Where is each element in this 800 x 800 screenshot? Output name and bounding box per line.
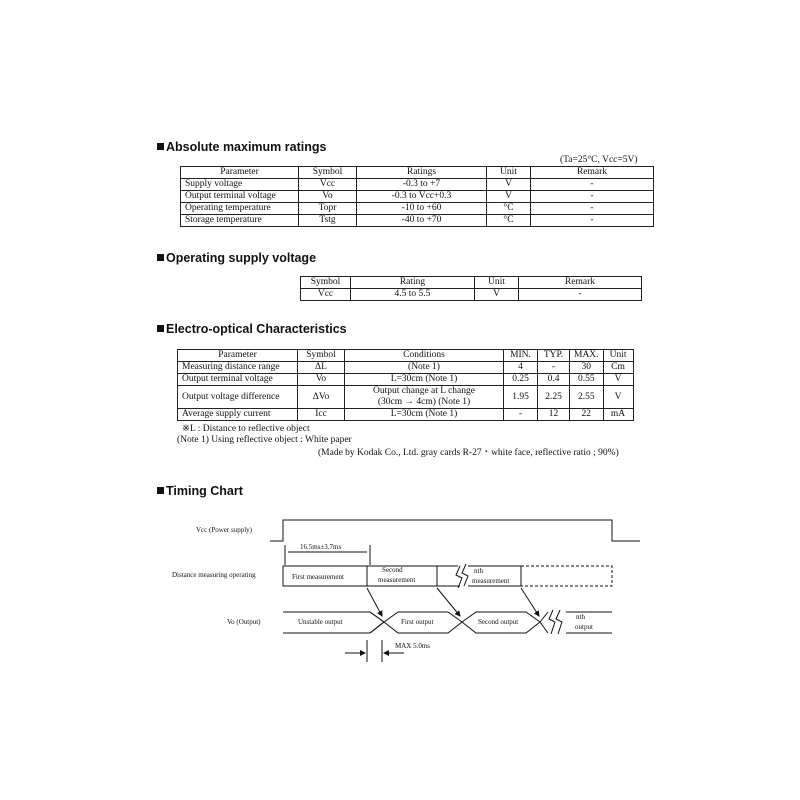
- table-cell: °C: [487, 215, 531, 227]
- nth-measurement-label-2: measurement: [472, 577, 510, 585]
- header-cell: MIN.: [504, 350, 538, 362]
- dim-top-label: 16.5ms±3.7ms: [300, 543, 342, 551]
- table-cell: V: [487, 179, 531, 191]
- table-cell: °C: [487, 203, 531, 215]
- table-cell: Average supply current: [178, 409, 298, 421]
- unstable-output-label: Unstable output: [298, 618, 343, 626]
- header-cell: Ratings: [357, 167, 487, 179]
- table-cell: -40 to +70: [357, 215, 487, 227]
- break-mark-1: [456, 564, 468, 588]
- table-cell: mA: [603, 409, 633, 421]
- header-cell: Remark: [531, 167, 654, 179]
- table-cell: ΔL: [298, 362, 345, 374]
- table-cell: 0.55: [570, 374, 604, 386]
- table-cell: Topr: [299, 203, 357, 215]
- vcc-waveform: [270, 520, 640, 541]
- second-measurement-label-1: Second: [382, 566, 403, 574]
- table-cell: Output terminal voltage: [181, 191, 299, 203]
- table-cell: Vcc: [301, 289, 351, 301]
- header-cell: Parameter: [178, 350, 298, 362]
- table-cell: (Note 1): [345, 362, 504, 374]
- second-measurement-label-2: measurement: [378, 576, 416, 584]
- table-cell: 4.5 to 5.5: [351, 289, 475, 301]
- table-cell: V: [603, 386, 633, 409]
- first-measurement-label: First measurement: [292, 573, 344, 581]
- nth-output-label-1: nth: [576, 613, 585, 621]
- header-cell: Symbol: [299, 167, 357, 179]
- condition-line: (30cm → 4cm) (Note 1): [377, 397, 471, 407]
- header-cell: Symbol: [298, 350, 345, 362]
- table-cell: -: [538, 362, 570, 374]
- table-cell: -: [519, 289, 642, 301]
- table-cell: -: [531, 203, 654, 215]
- section-title-timing-chart: Timing Chart: [157, 484, 243, 498]
- header-cell: MAX.: [570, 350, 604, 362]
- table-cell: Supply voltage: [181, 179, 299, 191]
- table-cell: 22: [570, 409, 604, 421]
- table-cell: Operating temperature: [181, 203, 299, 215]
- table-cell: Vcc: [299, 179, 357, 191]
- table-cell: V: [603, 374, 633, 386]
- distance-measuring-label: Distance measuring operating: [172, 571, 256, 579]
- break-mark-2: [549, 610, 562, 634]
- table-cell: 2.25: [538, 386, 570, 409]
- table-cell: Icc: [298, 409, 345, 421]
- nth-measurement-label-1: nth: [474, 567, 483, 575]
- table-cell: 12: [538, 409, 570, 421]
- table-cell: -: [531, 191, 654, 203]
- table-cell: Vo: [299, 191, 357, 203]
- vo-output-label: Vo (Output): [227, 618, 261, 626]
- note-1: (Note 1) Using reflective object : White paper: [177, 435, 352, 445]
- table-cell: ΔVo: [298, 386, 345, 409]
- header-cell: Unit: [603, 350, 633, 362]
- table-cell: L=30cm (Note 1): [345, 409, 504, 421]
- output-gap: [540, 612, 548, 633]
- table-cell: 1.95: [504, 386, 538, 409]
- condition-line: Output change at L change: [373, 386, 475, 396]
- section-title-absolute-max: Absolute maximum ratings: [157, 140, 326, 154]
- table-cell: -: [531, 179, 654, 191]
- table-cell: 2.55: [570, 386, 604, 409]
- table-cell: -: [504, 409, 538, 421]
- header-cell: Conditions: [345, 350, 504, 362]
- table-cell: Output voltage difference: [178, 386, 298, 409]
- table-cell: -0.3 to Vcc+0.3: [357, 191, 487, 203]
- header-cell: TYP.: [538, 350, 570, 362]
- header-cell: Unit: [487, 167, 531, 179]
- table-cell: V: [487, 191, 531, 203]
- nth-output-label-2: output: [575, 623, 593, 631]
- table-cell: 0.4: [538, 374, 570, 386]
- first-output-label: First output: [401, 618, 434, 626]
- header-cell: Parameter: [181, 167, 299, 179]
- header-cell: Symbol: [301, 277, 351, 289]
- table-cell: V: [475, 289, 519, 301]
- table-cell: Measuring distance range: [178, 362, 298, 374]
- dim-line-bottom: [367, 640, 382, 662]
- table-cell: Vo: [298, 374, 345, 386]
- table-cell: -10 to +60: [357, 203, 487, 215]
- table-cell: -0.3 to +7: [357, 179, 487, 191]
- header-cell: Remark: [519, 277, 642, 289]
- standby-dashed-box: [521, 566, 612, 586]
- section-title-operating-supply: Operating supply voltage: [157, 251, 316, 265]
- table-cell: -: [531, 215, 654, 227]
- table-cell: 0.25: [504, 374, 538, 386]
- table-cell: Tstg: [299, 215, 357, 227]
- note-distance: ※L : Distance to reflective object: [182, 424, 310, 434]
- table-cell: Cm: [603, 362, 633, 374]
- section-title-electro-optical: Electro-optical Characteristics: [157, 322, 347, 336]
- table-cell: L=30cm (Note 1): [345, 374, 504, 386]
- table-cell: 4: [504, 362, 538, 374]
- note-kodak: (Made by Kodak Co., Ltd. gray cards R-27・white face, reflective ratio ; 90%): [318, 448, 619, 458]
- header-cell: Unit: [475, 277, 519, 289]
- table-cell: Output terminal voltage: [178, 374, 298, 386]
- second-output-label: Second output: [478, 618, 519, 626]
- vcc-label: Vcc (Power supply): [196, 526, 252, 534]
- max-delay-label: MAX 5.0ms: [395, 642, 431, 650]
- table-cell: Storage temperature: [181, 215, 299, 227]
- table-cell: 30: [570, 362, 604, 374]
- ratings-conditions: (Ta=25°C, Vcc=5V): [560, 155, 638, 165]
- meas-gap-top: [437, 566, 460, 586]
- header-cell: Rating: [351, 277, 475, 289]
